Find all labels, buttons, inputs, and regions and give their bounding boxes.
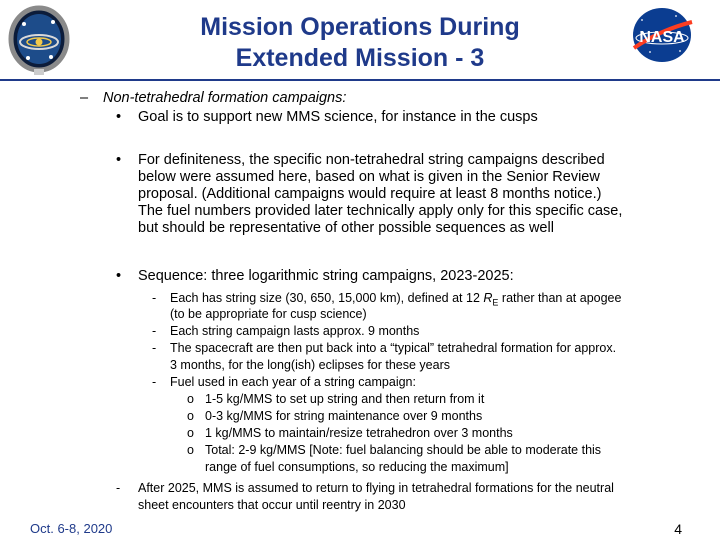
sub-item-text: Each has string size (30, 650, 15,000 km), defined at 12 [170,291,484,305]
sub-item-fuel: Fuel used in each year of a string campaign: [170,375,416,389]
fuel-marker: o [187,426,194,440]
fuel-marker: o [187,409,194,423]
page-number: 4 [674,521,682,537]
bullet-line: proposal. (Additional campaigns would require at least 8 months notice.) [138,186,602,202]
heading-marker: – [80,90,89,106]
footer-date: Oct. 6-8, 2020 [30,521,113,536]
bullet-definiteness [138,152,622,237]
earth-radius-symbol: R [483,291,493,305]
fuel-marker: o [187,392,194,406]
final-marker: - [116,481,121,495]
bullet-line: below were assumed here, based on what is given in the Senior Review [138,169,600,185]
sub-marker: - [152,324,157,338]
bullet-line: but should be representative of other possible sequences as well [138,220,554,236]
svg-text:NASA: NASA [639,29,685,46]
bullet-sequence: Sequence: three logarithmic string campaigns, 2023-2025: [138,268,514,284]
bullet-marker: • [116,152,122,168]
bullet-line: The fuel numbers provided later technically apply only for this specific case, [138,203,623,219]
title-line-2: Extended Mission - 3 [235,44,485,72]
earth-radius-subscript: E [492,297,499,308]
sub-marker: - [152,341,157,355]
sub-item-continuation: 3 months, for the long(ish) eclipses for these years [170,358,450,372]
sub-item-text: rather than at apogee [498,291,622,305]
fuel-marker: o [187,443,194,457]
title-divider [0,79,720,81]
bullet-marker: • [116,109,122,125]
fuel-item-tetrahedron: 1 kg/MMS to maintain/resize tetrahedron over 3 months [205,426,513,440]
sub-item-campaign-duration: Each string campaign lasts approx. 9 months [170,324,420,338]
sub-item-continuation: (to be appropriate for cusp science) [170,307,367,321]
sub-marker: - [152,291,157,305]
sub-item-tetrahedral: The spacecraft are then put back into a “typical” tetrahedral formation for approx. [170,341,617,355]
final-item-line-1: After 2025, MMS is assumed to return to flying in tetrahedral formations for the neutral [138,481,614,495]
mms-mission-logo [6,2,72,77]
nasa-logo [628,6,696,64]
slide-title [130,12,590,74]
sub-marker: - [152,375,157,389]
bullet-goal: Goal is to support new MMS science, for instance in the cusps [138,109,538,125]
final-item-line-2: sheet encounters that occur until reentry in 2030 [138,498,406,512]
fuel-item-maintenance: 0-3 kg/MMS for string maintenance over 9 months [205,409,483,423]
fuel-item-total: Total: 2-9 kg/MMS [Note: fuel balancing should be able to moderate this [205,443,602,457]
title-line-1: Mission Operations During [200,13,520,41]
fuel-item-setup: 1-5 kg/MMS to set up string and then return from it [205,392,485,406]
bullet-marker: • [116,268,122,284]
section-heading: Non-tetrahedral formation campaigns: [103,90,347,106]
bullet-line: For definiteness, the specific non-tetrahedral string campaigns described [138,152,605,168]
fuel-item-continuation: range of fuel consumptions, so reducing the maximum] [205,460,509,474]
